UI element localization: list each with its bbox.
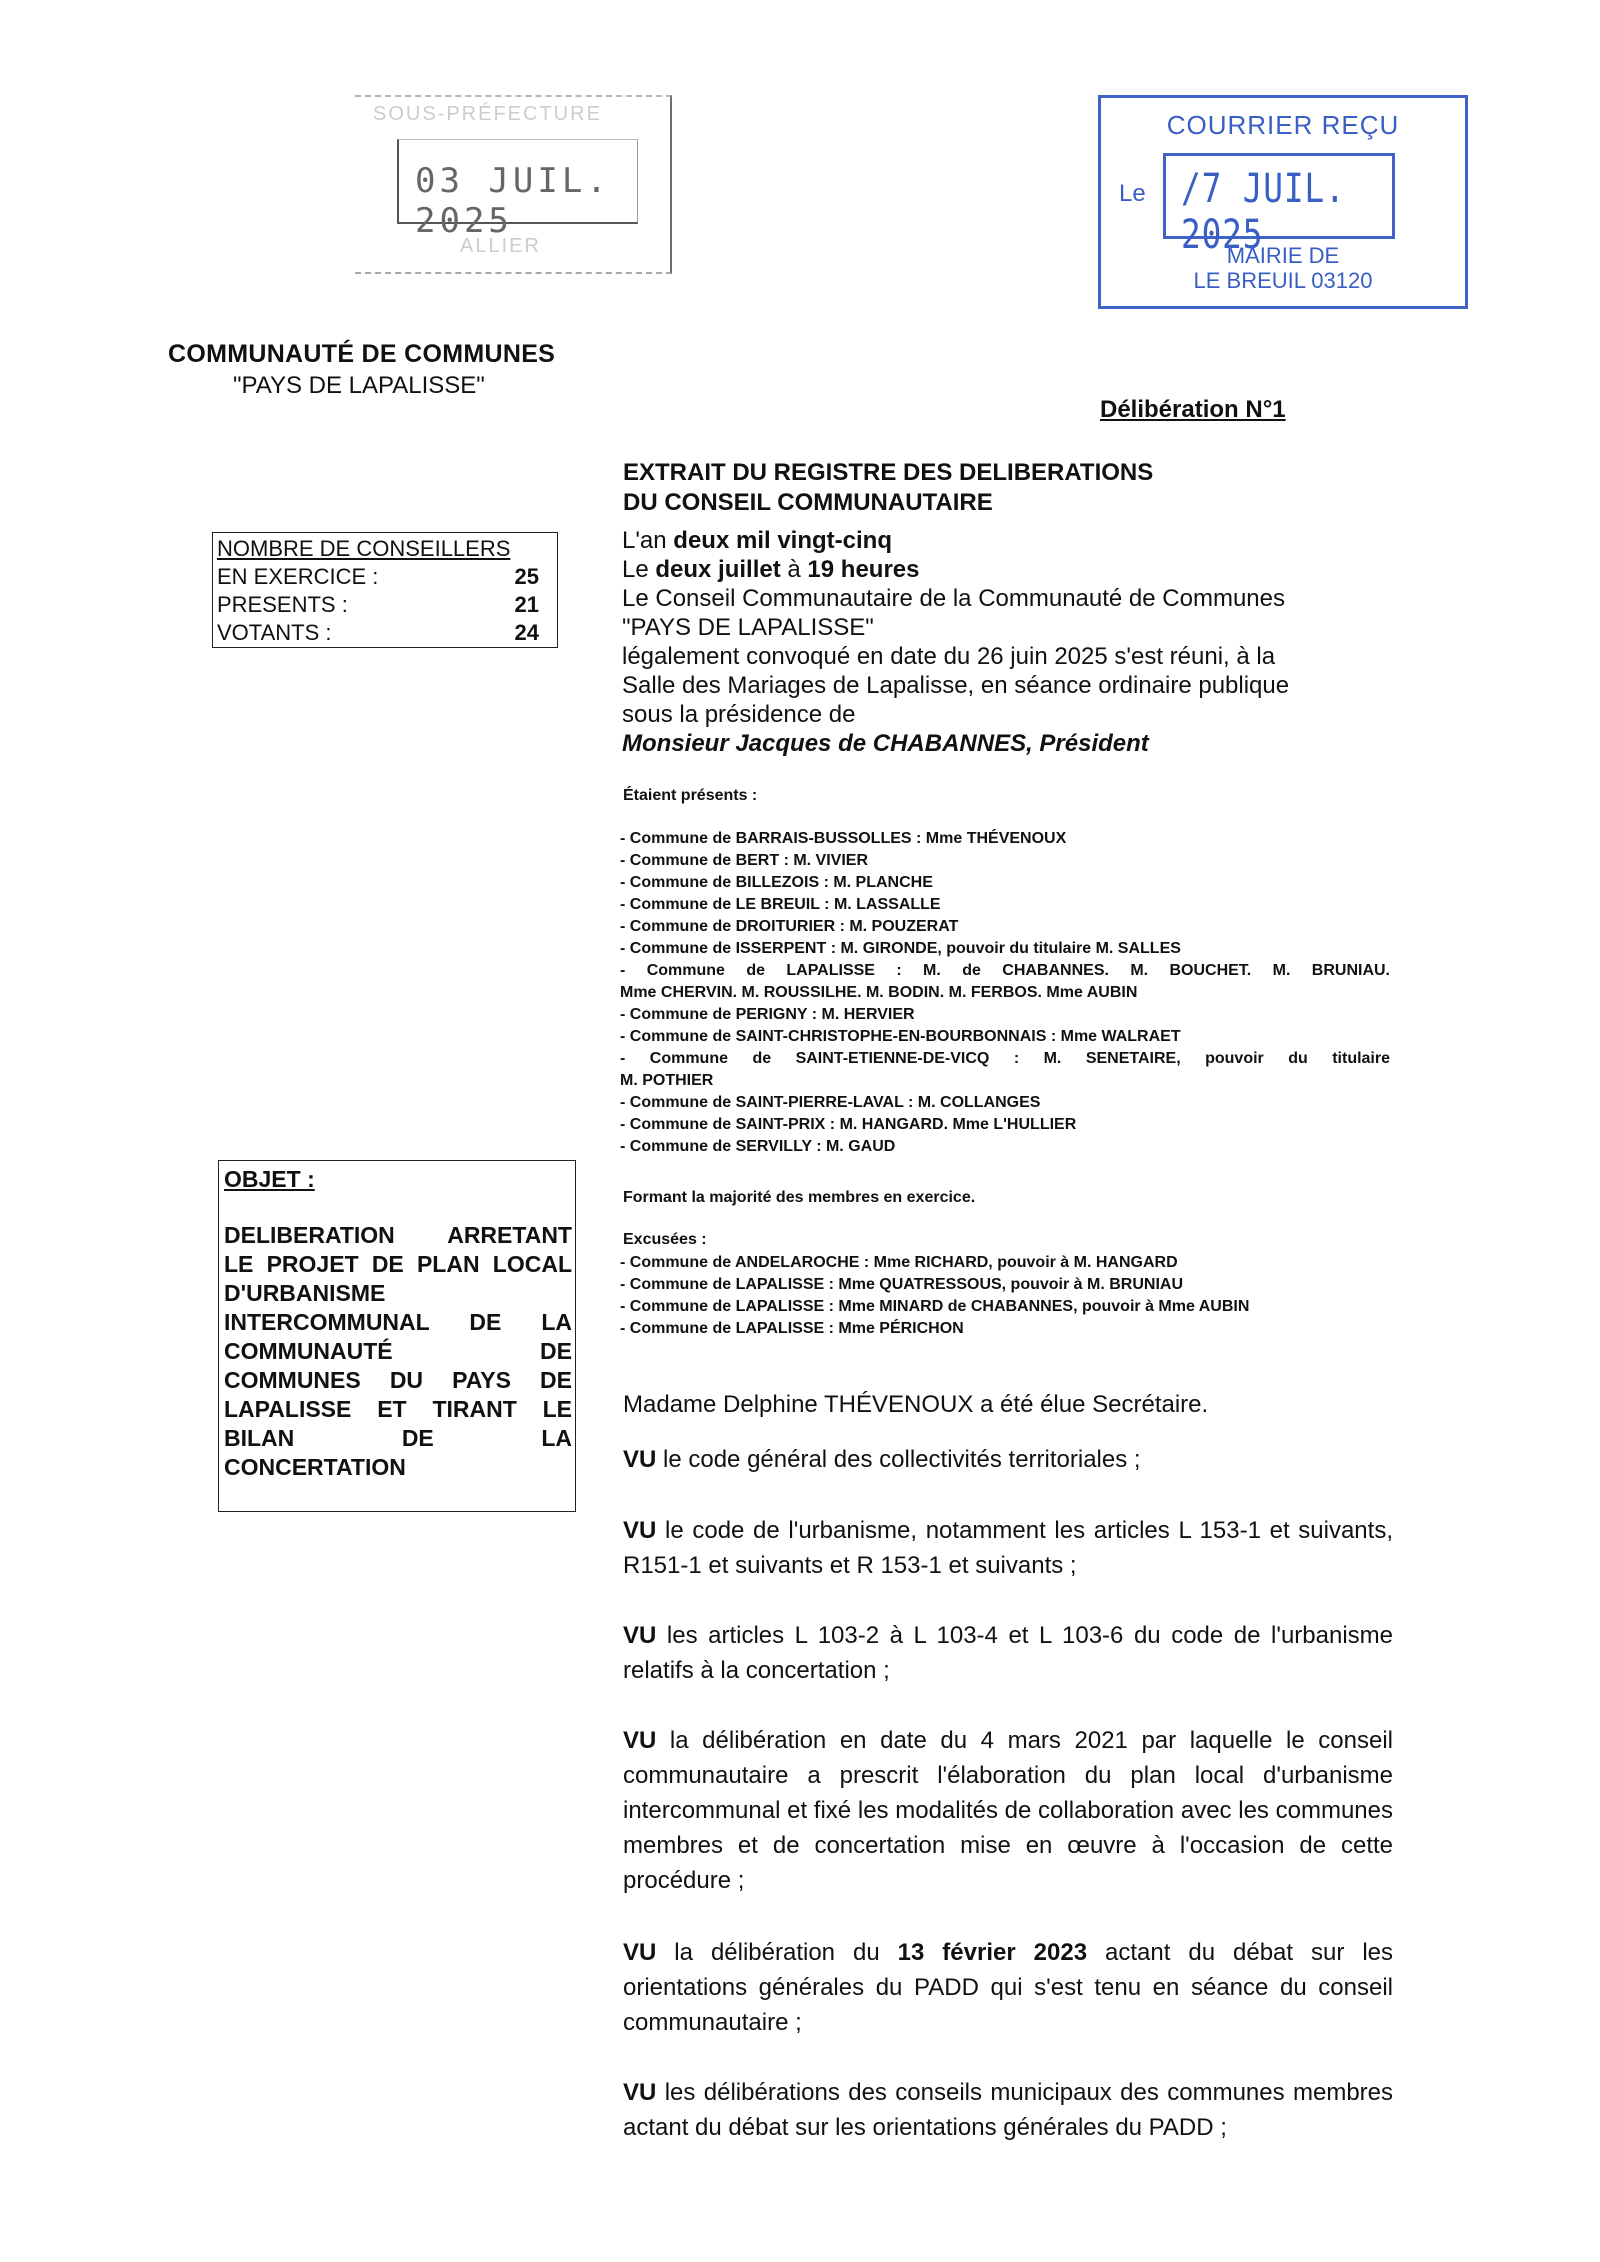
- vu-keyword: VU: [623, 1622, 657, 1649]
- list-item: - Commune de DROITURIER : M. POUZERAT: [620, 918, 959, 935]
- excused-label: Excusées :: [623, 1231, 707, 1248]
- objet-line: CONCERTATION: [224, 1454, 406, 1480]
- list-item: - Commune de LAPALISSE : Mme QUATRESSOUS, pouvoir à M. BRUNIAU: [620, 1276, 1183, 1293]
- vu-text: la délibération du: [656, 1939, 898, 1966]
- day-mid: à: [780, 556, 808, 583]
- majority-statement: Formant la majorité des membres en exercice.: [623, 1189, 976, 1206]
- vu-text: les articles L 103-2 à L 103-4 et L 103-6 du code de l'urbanisme relatifs à la concertation ;: [623, 1622, 1393, 1684]
- list-item-continuation: M. POTHIER: [620, 1072, 714, 1089]
- list-item: - Commune de LE BREUIL : M. LASSALLE: [620, 896, 941, 913]
- organization-name: COMMUNAUTÉ DE COMMUNES: [168, 340, 556, 368]
- presents-list: [620, 828, 1390, 1158]
- stamp-received-date: /7 JUIL. 2025: [1181, 166, 1346, 258]
- intro-line: Le Conseil Communautaire de la Communauté de Communes: [622, 585, 1285, 612]
- courrier-recu-stamp: [1098, 95, 1468, 309]
- stamp-mairie-line: MAIRIE DE: [1226, 243, 1340, 268]
- list-item: - Commune de SERVILLY : M. GAUD: [620, 1138, 896, 1155]
- count-row-presents: [217, 591, 553, 619]
- objet-line: INTERCOMMUNAL DE LA: [224, 1309, 572, 1335]
- stamp-heading: COURRIER REÇU: [1166, 110, 1400, 140]
- vu-keyword: VU: [623, 1446, 657, 1473]
- vu-paragraph: [623, 1442, 1393, 1477]
- objet-box: [218, 1160, 576, 1512]
- session-intro: [622, 526, 1392, 758]
- list-item: - Commune de ANDELAROCHE : Mme RICHARD, pouvoir à M. HANGARD: [620, 1254, 1178, 1271]
- session-year: [622, 526, 1392, 555]
- intro-line: Salle des Mariages de Lapalisse, en séance ordinaire publique: [622, 672, 1290, 699]
- vu-keyword: VU: [623, 1939, 657, 1966]
- count-row-exercice: [217, 563, 553, 591]
- vu-paragraph: [623, 1618, 1393, 1688]
- list-item: - Commune de LAPALISSE : Mme PÉRICHON: [620, 1320, 964, 1337]
- stamp-le-label: Le: [1119, 180, 1146, 207]
- list-item: - Commune de SAINT-ETIENNE-DE-VICQ : M. SENETAIRE, pouvoir du titulaire: [620, 1050, 1390, 1067]
- vu-text: les délibérations des conseils municipaux des communes membres actant du débat sur les orientations générales du PADD ;: [623, 2079, 1393, 2141]
- vu-keyword: VU: [623, 1727, 657, 1754]
- objet-line: DELIBERATION ARRETANT: [224, 1222, 572, 1248]
- vu-paragraph: [623, 1513, 1393, 1583]
- year-prefix: L'an: [622, 527, 674, 554]
- list-item: - Commune de SAINT-PIERRE-LAVAL : M. COLLANGES: [620, 1094, 1041, 1111]
- list-item: - Commune de SAINT-PRIX : M. HANGARD. Mme L'HULLIER: [620, 1116, 1077, 1133]
- list-item: - Commune de ISSERPENT : M. GIRONDE, pouvoir du titulaire M. SALLES: [620, 940, 1181, 957]
- hour-value: 19 heures: [807, 556, 920, 583]
- day-prefix: Le: [622, 556, 656, 583]
- objet-text: [224, 1221, 572, 1482]
- intro-line: "PAYS DE LAPALISSE": [622, 614, 874, 641]
- list-item-continuation: Mme CHERVIN. M. ROUSSILHE. M. BODIN. M. FERBOS. Mme AUBIN: [620, 984, 1138, 1001]
- stamp-faded-bottom-text: ALLIER: [460, 235, 541, 257]
- vu-text: le code de l'urbanisme, notamment les articles L 153-1 et suivants, R151-1 et suivants et R 153-1 et suivants ;: [623, 1517, 1393, 1579]
- list-item: - Commune de BERT : M. VIVIER: [620, 852, 869, 869]
- count-value: 25: [514, 564, 539, 589]
- list-item: - Commune de BILLEZOIS : M. PLANCHE: [620, 874, 933, 891]
- register-title: [623, 458, 1153, 518]
- objet-line: COMMUNES DU PAYS DE: [224, 1367, 572, 1393]
- vu-paragraph: [623, 1723, 1393, 1898]
- count-label: PRESENTS :: [217, 592, 348, 617]
- count-value: 21: [514, 592, 539, 617]
- objet-line: LAPALISSE ET TIRANT LE: [224, 1396, 572, 1422]
- deliberation-number: Délibération N°1: [1100, 396, 1286, 423]
- organization-subtitle: "PAYS DE LAPALISSE": [233, 372, 485, 399]
- reception-stamp-prefecture: [355, 95, 675, 275]
- vu-keyword: VU: [623, 1517, 657, 1544]
- vu-keyword: VU: [623, 2079, 657, 2106]
- count-label: VOTANTS :: [217, 620, 332, 645]
- secretary-statement: Madame Delphine THÉVENOUX a été élue Secrétaire.: [623, 1391, 1209, 1418]
- intro-line: sous la présidence de: [622, 701, 856, 728]
- count-value: 24: [514, 620, 539, 645]
- stamp-faded-top-text: SOUS-PRÉFECTURE: [373, 103, 602, 125]
- presents-label: Étaient présents :: [623, 787, 758, 804]
- count-label: EN EXERCICE :: [217, 564, 379, 589]
- year-value: deux mil vingt-cinq: [673, 527, 892, 554]
- objet-line: LE PROJET DE PLAN LOCAL: [224, 1251, 572, 1277]
- vu-paragraph: [623, 2075, 1393, 2145]
- objet-label: OBJET :: [224, 1166, 315, 1192]
- list-item: - Commune de LAPALISSE : Mme MINARD de CHABANNES, pouvoir à Mme AUBIN: [620, 1298, 1250, 1315]
- list-item: - Commune de SAINT-CHRISTOPHE-EN-BOURBONNAIS : Mme WALRAET: [620, 1028, 1181, 1045]
- list-item: - Commune de PERIGNY : M. HERVIER: [620, 1006, 915, 1023]
- list-item: - Commune de LAPALISSE : M. de CHABANNES. M. BOUCHET. M. BRUNIAU.: [620, 962, 1390, 979]
- excused-list: [620, 1252, 1249, 1340]
- list-item: - Commune de BARRAIS-BUSSOLLES : Mme THÉVENOUX: [620, 830, 1067, 847]
- objet-line: BILAN DE LA: [224, 1425, 572, 1451]
- vu-text: le code général des collectivités territoriales ;: [656, 1446, 1141, 1473]
- vu-paragraph: [623, 1935, 1393, 2040]
- register-title-line2: DU CONSEIL COMMUNAUTAIRE: [623, 489, 993, 516]
- objet-line: D'URBANISME: [224, 1280, 386, 1306]
- vu-text-continued: actant du débat sur les orientations générales du PADD qui s'est tenu en séance du conseil communautaire ;: [623, 1939, 1393, 2036]
- objet-line: COMMUNAUTÉ DE: [224, 1338, 572, 1364]
- stamp-commune-line: LE BREUIL 03120: [1193, 268, 1373, 293]
- vu-bold-date: 13 février 2023: [897, 1939, 1088, 1966]
- count-row-votants: [217, 619, 553, 647]
- vu-text: la délibération en date du 4 mars 2021 par laquelle le conseil communautaire a prescrit l'élaboration du plan local d'urbanisme intercommunal et fixé les modalités de collaboration avec les communes membres et de concertation mise en œuvre à l'occasion de cette procédure ;: [623, 1727, 1393, 1894]
- stamp-date: 03 JUIL. 2025: [415, 161, 611, 241]
- intro-line: légalement convoqué en date du 26 juin 2025 s'est réuni, à la: [622, 643, 1276, 670]
- session-day: [622, 555, 1392, 584]
- day-value: deux juillet: [655, 556, 781, 583]
- register-title-line1: EXTRAIT DU REGISTRE DES DELIBERATIONS: [623, 459, 1154, 486]
- president-name: Monsieur Jacques de CHABANNES, Président: [622, 730, 1149, 757]
- councillors-count-box: [212, 532, 558, 648]
- councillors-count-heading: NOMBRE DE CONSEILLERS: [217, 536, 511, 561]
